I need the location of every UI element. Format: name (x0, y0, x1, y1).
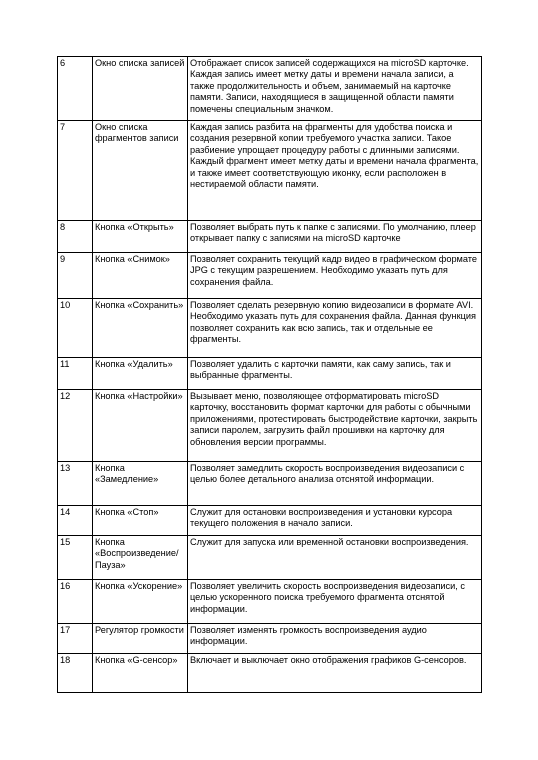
control-name: Окно списка фрагментов записи (93, 121, 188, 221)
row-number: 14 (58, 506, 93, 536)
table-row (58, 299, 482, 358)
row-number: 17 (58, 624, 93, 654)
control-name: Кнопка «Воспроизведение/ Пауза» (93, 536, 188, 580)
control-description: Служит для запуска или временной остановки воспроизведения. (188, 536, 482, 580)
row-number: 18 (58, 653, 93, 692)
control-name: Кнопка «Замедление» (93, 462, 188, 506)
control-description: Позволяет сохранить текущий кадр видео в графическом формате JPG с текущим разрешением. Необходимо указать путь для сохранения файла. (188, 253, 482, 299)
control-description: Включает и выключает окно отображения графиков G-сенсоров. (188, 653, 482, 692)
control-name: Кнопка «Открыть» (93, 221, 188, 253)
control-name: Кнопка «G-сенсор» (93, 653, 188, 692)
control-description: Позволяет замедлить скорость воспроизведения видеозаписи с целью более детального анализа отснятой информации. (188, 462, 482, 506)
control-name: Кнопка «Настройки» (93, 390, 188, 462)
control-description: Позволяет сделать резервную копию видеозаписи в формате AVI. Необходимо указать путь для сохранения файла. Данная функция позволяет сохранить как всю запись, так и отдельные ее фрагменты. (188, 299, 482, 358)
table-row (58, 506, 482, 536)
row-number: 13 (58, 462, 93, 506)
table-row (58, 462, 482, 506)
controls-table (57, 56, 482, 693)
table-row (58, 624, 482, 654)
table-row (58, 390, 482, 462)
table-row (58, 653, 482, 692)
control-name: Кнопка «Снимок» (93, 253, 188, 299)
row-number: 8 (58, 221, 93, 253)
row-number: 11 (58, 358, 93, 390)
control-description: Позволяет выбрать путь к папке с записями. По умолчанию, плеер открывает папку с записями на microSD карточке (188, 221, 482, 253)
table-row (58, 536, 482, 580)
row-number: 10 (58, 299, 93, 358)
row-number: 7 (58, 121, 93, 221)
row-number: 16 (58, 580, 93, 624)
control-description: Каждая запись разбита на фрагменты для удобства поиска и создания резервной копии требуемого участка записи. Такое разбиение упрощает процедуру работы с длинными записями. Каждый фрагмент имеет метку даты и времени начала фрагмента, и также имеет соответствующую иконку, если расположен в нестираемой области памяти. (188, 121, 482, 221)
control-name: Кнопка «Сохранить» (93, 299, 188, 358)
table-row (58, 580, 482, 624)
control-description: Позволяет удалить с карточки памяти, как саму запись, так и выбранные фрагменты. (188, 358, 482, 390)
row-number: 9 (58, 253, 93, 299)
control-name: Окно списка записей (93, 57, 188, 121)
table-row (58, 358, 482, 390)
control-name: Кнопка «Стоп» (93, 506, 188, 536)
table-row (58, 121, 482, 221)
control-description: Позволяет увеличить скорость воспроизведения видеозаписи, с целью ускоренного поиска требуемого фрагмента отснятой информации. (188, 580, 482, 624)
control-description: Отображает список записей содержащихся на microSD карточке. Каждая запись имеет метку даты и времени начала записи, а также продолжительность и объем, занимаемый на карточке памяти. Записи, находящиеся в защищенной области памяти помечены специальным значком. (188, 57, 482, 121)
row-number: 12 (58, 390, 93, 462)
table-row (58, 221, 482, 253)
table-row (58, 253, 482, 299)
control-name: Кнопка «Удалить» (93, 358, 188, 390)
control-name: Регулятор громкости (93, 624, 188, 654)
table-row (58, 57, 482, 121)
row-number: 6 (58, 57, 93, 121)
control-description: Позволяет изменять громкость воспроизведения аудио информации. (188, 624, 482, 654)
row-number: 15 (58, 536, 93, 580)
control-description: Служит для остановки воспроизведения и установки курсора текущего положения в начало записи. (188, 506, 482, 536)
control-description: Вызывает меню, позволяющее отформатировать microSD карточку, восстановить формат карточки для работы с обычными приложениями, протестировать быстродействие карточки, закрыть записи паролем, загрузить файл прошивки на карточку для обновления версии программы. (188, 390, 482, 462)
control-name: Кнопка «Ускорение» (93, 580, 188, 624)
